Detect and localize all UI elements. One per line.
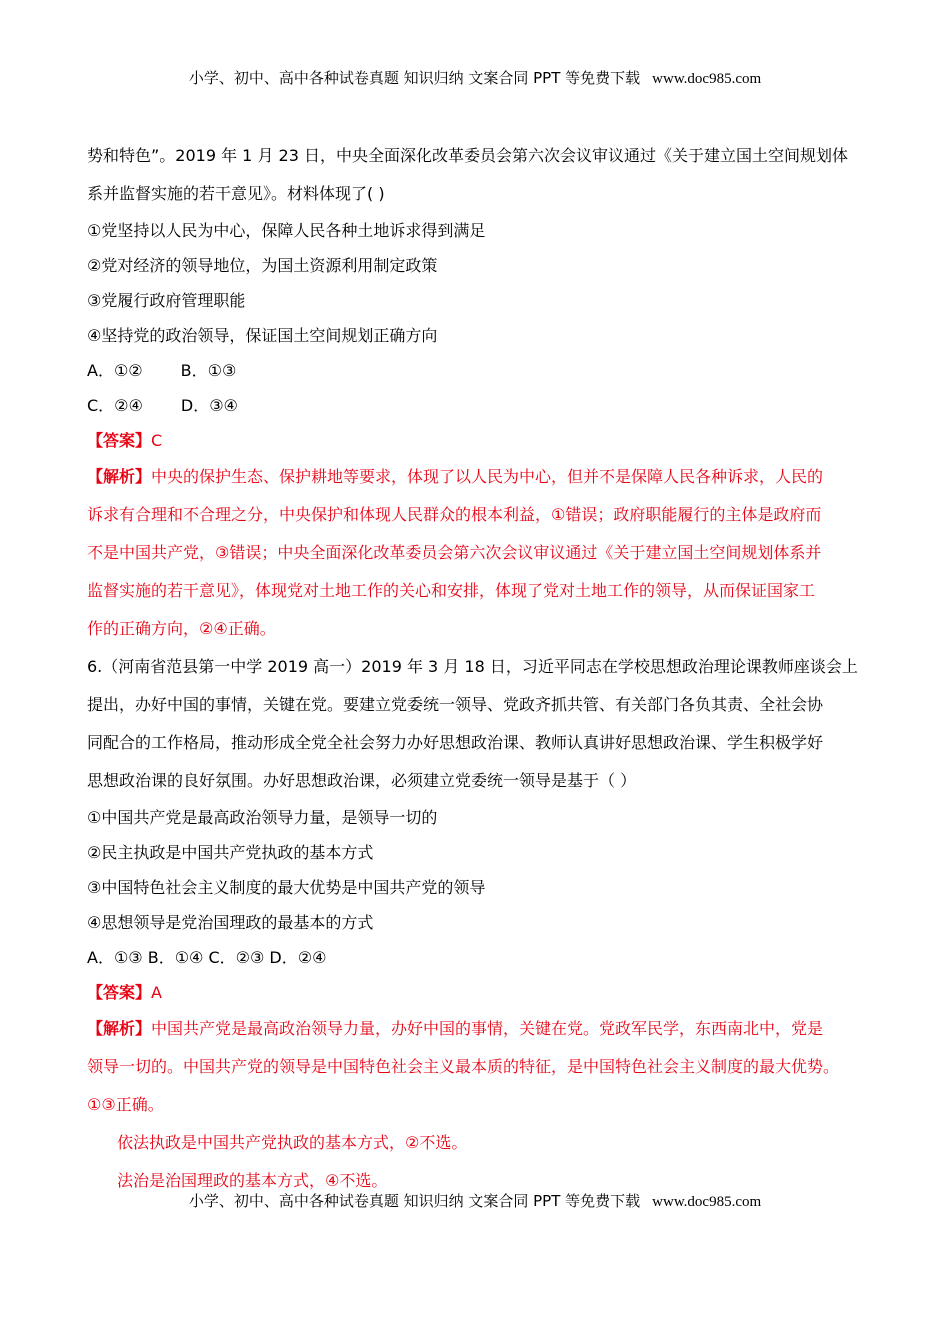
q5-stem-line: 系并监督实施的若干意见》。材料体现了( )	[87, 184, 385, 203]
q6-statement-4: ④思想领导是党治国理政的最基本的方式	[87, 913, 374, 932]
q6-statement-2: ②民主执政是中国共产党执政的基本方式	[87, 843, 374, 862]
q6-analysis-extra-line: 法治是治国理政的基本方式，④不选。	[117, 1171, 388, 1190]
q6-options: A．①③ B．①④ C．②③ D．②④	[87, 948, 327, 967]
label-tag: 【答案】	[87, 983, 152, 1002]
question-6-stem	[87, 648, 877, 800]
q6-analysis-extra-line: 依法执政是中国共产党执政的基本方式，②不选。	[117, 1133, 468, 1152]
q5-options-row-2	[87, 388, 877, 423]
q5-statement-1: ①党坚持以人民为中心，保障人民各种土地诉求得到满足	[87, 221, 486, 240]
q6-stem-line: 6.（河南省范县第一中学 2019 高一）2019 年 3 月 18 日，习近平同志在学校思想政治理论课教师座谈会上	[87, 657, 858, 676]
q5-option-d: D．③④	[180, 396, 238, 415]
footer-text: 小学、初中、高中各种试卷真题 知识归纳 文案合同 PPT 等免费下载	[188, 1192, 641, 1210]
page-header	[0, 68, 950, 89]
header-text: 小学、初中、高中各种试卷真题 知识归纳 文案合同 PPT 等免费下载	[188, 69, 641, 87]
q5-analysis-line: 作的正确方向，②④正确。	[87, 619, 276, 638]
q6-statement-1: ①中国共产党是最高政治领导力量，是领导一切的	[87, 808, 438, 827]
q5-option-b: B．①③	[180, 361, 237, 380]
q5-statement-4: ④坚持党的政治领导，保证国土空间规划正确方向	[87, 326, 438, 345]
q6-stem-line: 提出，办好中国的事情，关键在党。要建立党委统一领导、党政齐抓共管、有关部门各负其责、全社会协	[87, 695, 824, 714]
footer-url[interactable]: www.doc985.com	[652, 1194, 762, 1210]
label-tag: 【解析】	[87, 467, 152, 486]
label-tag: 【解析】	[87, 1019, 152, 1038]
q6-statement-3: ③中国特色社会主义制度的最大优势是中国共产党的领导	[87, 878, 486, 897]
q6-stem-line: 同配合的工作格局，推动形成全党全社会努力办好思想政治课、教师认真讲好思想政治课、学生积极学好	[87, 733, 824, 752]
q6-statements	[87, 800, 877, 940]
page-footer	[0, 1191, 950, 1212]
q6-stem-line: 思想政治课的良好氛围。办好思想政治课，必须建立党委统一领导是基于（ ）	[87, 771, 637, 790]
q6-analysis-line: ①③正确。	[87, 1095, 164, 1114]
q6-answer: 【答案】A	[87, 983, 162, 1002]
q5-option-c: C．②④	[87, 396, 143, 415]
header-url[interactable]: www.doc985.com	[652, 71, 762, 87]
q5-analysis-line: 监督实施的若干意见》，体现党对土地工作的关心和安排，体现了党对土地工作的领导，从而保证国家工	[87, 581, 816, 600]
q6-analysis-line: 领导一切的。中国共产党的领导是中国特色社会主义最本质的特征，是中国特色社会主义制度的最大优势。	[87, 1057, 840, 1076]
q5-statement-3: ③党履行政府管理职能	[87, 291, 246, 310]
question-5-stem	[87, 137, 877, 213]
label-tag: 【答案】	[87, 431, 152, 450]
q5-stem-line: 势和特色”。2019 年 1 月 23 日，中央全面深化改革委员会第六次会议审议通过《关于建立国土空间规划体	[87, 146, 848, 165]
q5-analysis-line: 诉求有合理和不合理之分，中央保护和体现人民群众的根本利益，①错误；政府职能履行的主体是政府而	[87, 505, 822, 524]
q5-analysis-line: 不是中国共产党，③错误；中央全面深化改革委员会第六次会议审议通过《关于建立国土空间规划体系并	[87, 543, 822, 562]
q5-options-row-1	[87, 353, 877, 388]
q5-statement-2: ②党对经济的领导地位，为国土资源利用制定政策	[87, 256, 438, 275]
q6-analysis-line: 【解析】中国共产党是最高政治领导力量，办好中国的事情，关键在党。党政军民学，东西南北中，党是	[87, 1019, 824, 1038]
q5-analysis	[87, 458, 877, 648]
q5-option-a: A．①②	[87, 361, 143, 380]
q5-statements	[87, 213, 877, 353]
q5-analysis-line: 【解析】中央的保护生态、保护耕地等要求，体现了以人民为中心，但并不是保障人民各种诉求，人民的	[87, 467, 824, 486]
q5-answer: 【答案】C	[87, 431, 163, 450]
document-body	[87, 137, 877, 1200]
q6-analysis	[87, 1010, 877, 1200]
